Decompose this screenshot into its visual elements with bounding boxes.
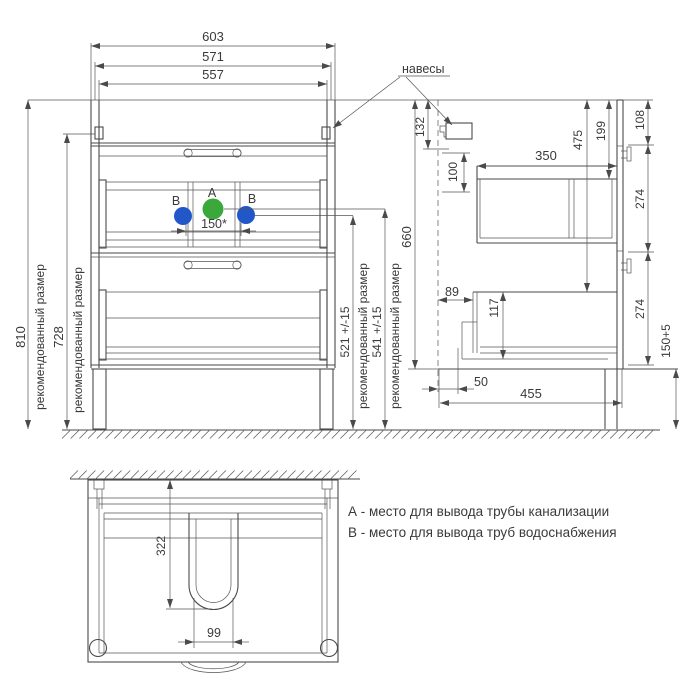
front-leg-right [320, 369, 333, 429]
legend-line-a: А - место для вывода трубы канализации [348, 504, 610, 519]
leg-plan-right [321, 640, 338, 657]
siphon-cutout-inner [196, 519, 231, 603]
dim-top-depth: 350 [535, 148, 557, 163]
dim-cabinet-height: 660 [399, 226, 414, 248]
handle-plan-outer [181, 662, 246, 673]
dim-total-depth: 455 [520, 386, 542, 401]
dim-width-total: 603 [202, 29, 224, 44]
recommended-size-label-2: рекомендованный размер [71, 267, 85, 413]
hangers-label: навесы [402, 62, 445, 76]
dim-back-clearance: 89 [445, 285, 459, 299]
dim-pipe-b-height: 521 +/-15 [338, 306, 352, 358]
dim-inner-height: 475 [571, 129, 585, 151]
dim-handle-spacing-1: 274 [633, 188, 647, 210]
dim-handle1-offset: 108 [633, 109, 647, 131]
pipe-b-water-left [174, 207, 192, 225]
handle-plan-inner [188, 662, 239, 669]
pipe-b-left-label: B [171, 194, 181, 208]
dim-cutout-depth: 322 [154, 535, 168, 557]
dim-pipe-a-height: 541 +/-15 [370, 306, 384, 358]
dim-hanger-clearance: 100 [446, 161, 460, 183]
legend [348, 504, 617, 540]
wall-hatch [70, 471, 356, 479]
dim-handle-spacing-2: 274 [633, 298, 647, 320]
recommended-size-label-4: рекомендованный размер [388, 263, 402, 409]
dim-width-mid: 571 [202, 49, 224, 64]
dim-width-inner: 557 [202, 67, 224, 82]
dim-pipe-spacing: 150* [201, 217, 227, 231]
recommended-size-label-1: рекомендованный размер [33, 264, 47, 410]
pipe-a-label: A [207, 186, 217, 200]
dim-plinth-inset: 50 [474, 375, 488, 389]
bottom-view [70, 471, 360, 673]
front-leg-left [93, 369, 106, 429]
dim-drawer-back-height: 117 [487, 298, 501, 318]
hanger-bracket-right [322, 127, 330, 139]
floor-hatch [62, 431, 653, 439]
dim-hanger-drop: 132 [413, 116, 427, 138]
dim-height-bracket: 728 [51, 326, 66, 348]
legend-line-b: В - место для вывода труб водоснабжения [348, 525, 617, 540]
dim-height-total: 810 [13, 326, 28, 348]
dim-leg-height: 150+5 [659, 324, 673, 358]
dim-cutout-width: 99 [207, 626, 221, 640]
hanger-bracket-side [440, 123, 472, 139]
pipe-b-right-label: B [247, 192, 257, 206]
drawer2-handle [184, 261, 241, 269]
recommended-size-label-3: рекомендованный размер [356, 263, 370, 409]
front-view [13, 29, 660, 439]
dim-top-height: 199 [594, 120, 608, 142]
